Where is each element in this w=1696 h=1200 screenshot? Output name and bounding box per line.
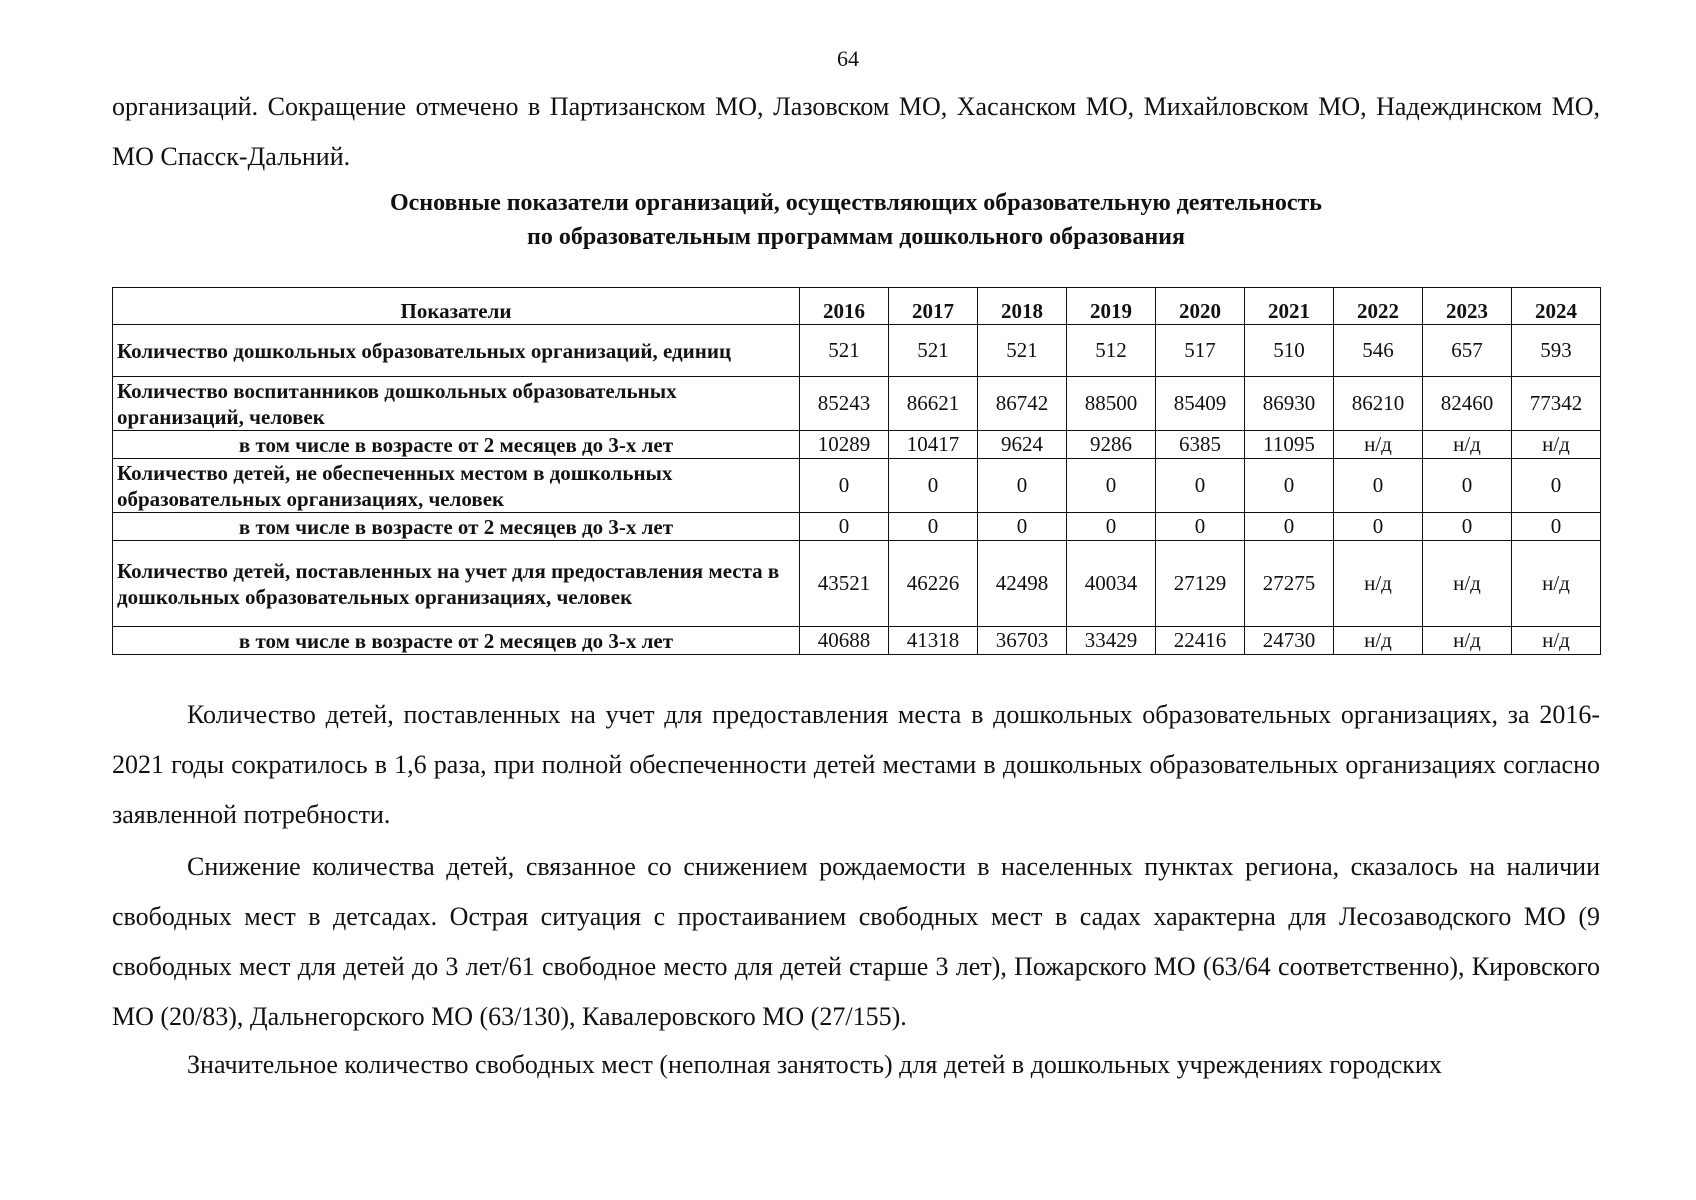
intro-paragraph: организаций. Сокращение отмечено в Партизанском МО, Лазовском МО, Хасанском МО, Михайловском МО, Надеждинском МО, МО Спасск-Дальний. [112,92,1600,171]
table-cell: 42498 [978,541,1067,627]
table-cell: 11095 [1245,431,1334,459]
table-cell: 41318 [889,627,978,655]
table-cell: 33429 [1067,627,1156,655]
page-number: 64 [837,46,859,71]
table-cell: 0 [978,459,1067,513]
table-title [112,186,1600,254]
header-indicators: Показатели [113,288,800,325]
table-cell: 88500 [1067,377,1156,431]
table-cell: 0 [1067,513,1156,541]
table-cell: 0 [978,513,1067,541]
table-cell: 0 [800,459,889,513]
table-cell: 521 [978,325,1067,377]
table-cell: 86621 [889,377,978,431]
table-cell: 85409 [1156,377,1245,431]
table-cell: 10417 [889,431,978,459]
table-cell: 0 [1423,513,1512,541]
table-cell: н/д [1423,431,1512,459]
table-cell: 46226 [889,541,978,627]
table-cell: 10289 [800,431,889,459]
table-cell: н/д [1334,627,1423,655]
table-row [113,627,1601,655]
body-paragraph: Количество детей, поставленных на учет для предоставления места в дошкольных образовательных организациях, за 2016-2021 годы сократилось в 1,6 раза, при полной обеспеченности детей местами в дошкольных образовательных организациях согласно заявленной потребности. [112,700,1600,829]
table-cell: 0 [889,513,978,541]
table-cell: н/д [1512,627,1601,655]
table-cell: 85243 [800,377,889,431]
table-cell: 24730 [1245,627,1334,655]
row-label: в том числе в возрасте от 2 месяцев до 3-х лет [113,431,800,459]
table-cell: 77342 [1512,377,1601,431]
table-cell: 86742 [978,377,1067,431]
table-cell: 43521 [800,541,889,627]
table-cell: 512 [1067,325,1156,377]
table-cell: 593 [1512,325,1601,377]
table-cell: 40688 [800,627,889,655]
table-cell: н/д [1512,541,1601,627]
table-cell: 0 [1156,459,1245,513]
header-year: 2022 [1334,288,1423,325]
header-year: 2019 [1067,288,1156,325]
table-cell: н/д [1423,541,1512,627]
table-cell: 0 [1067,459,1156,513]
table-header-row [113,288,1601,325]
header-year: 2018 [978,288,1067,325]
table-row [113,541,1601,627]
table-cell: 9624 [978,431,1067,459]
table-cell: 27129 [1156,541,1245,627]
header-year: 2020 [1156,288,1245,325]
row-label: Количество детей, не обеспеченных местом в дошкольных образовательных организациях, человек [113,459,800,513]
table-cell: 657 [1423,325,1512,377]
header-year: 2023 [1423,288,1512,325]
table-cell: 0 [1512,513,1601,541]
body-paragraph: Снижение количества детей, связанное со снижением рождаемости в населенных пунктах региона, сказалось на наличии свободных мест в детсадах. Острая ситуация с простаиванием свободных мест в садах характерна для Лесозаводского МО (9 свободных мест для детей до 3 лет/61 свободное место для детей старше 3 лет), Пожарского МО (63/64 соответственно), Кировского МО (20/83), Дальнегорского МО (63/130), Кавалеровского МО (27/155). [112,852,1600,1031]
table-row [113,513,1601,541]
table-cell: 517 [1156,325,1245,377]
row-label: в том числе в возрасте от 2 месяцев до 3-х лет [113,627,800,655]
table-cell: 0 [889,459,978,513]
table-row [113,459,1601,513]
body-paragraph: Значительное количество свободных мест (неполная занятость) для детей в дошкольных учреждениях городских [187,1050,1442,1079]
table-title-line-2: по образовательным программам дошкольного образования [527,224,1185,250]
table-cell: 22416 [1156,627,1245,655]
table-cell: 6385 [1156,431,1245,459]
table-cell: 0 [1334,513,1423,541]
row-label: Количество воспитанников дошкольных образовательных организаций, человек [113,377,800,431]
row-label: Количество детей, поставленных на учет для предоставления места в дошкольных образовательных организациях, человек [113,541,800,627]
table-cell: н/д [1512,431,1601,459]
table-row [113,325,1601,377]
header-year: 2017 [889,288,978,325]
table-cell: 0 [1156,513,1245,541]
table-cell: 86930 [1245,377,1334,431]
table-cell: 521 [889,325,978,377]
table-cell: 0 [1423,459,1512,513]
table-cell: 521 [800,325,889,377]
header-year: 2024 [1512,288,1601,325]
table-cell: 40034 [1067,541,1156,627]
table-row [113,377,1601,431]
table-cell: 86210 [1334,377,1423,431]
header-year: 2021 [1245,288,1334,325]
header-year: 2016 [800,288,889,325]
table-cell: 510 [1245,325,1334,377]
table-cell: 0 [1334,459,1423,513]
table-cell: 0 [1512,459,1601,513]
table-cell: 0 [1245,459,1334,513]
table-row [113,431,1601,459]
indicators-table [112,287,1601,655]
table-cell: 27275 [1245,541,1334,627]
table-cell: 0 [800,513,889,541]
table-cell: 0 [1245,513,1334,541]
table-cell: н/д [1334,541,1423,627]
table-cell: 36703 [978,627,1067,655]
table-cell: 546 [1334,325,1423,377]
table-cell: 82460 [1423,377,1512,431]
table-cell: 9286 [1067,431,1156,459]
row-label: в том числе в возрасте от 2 месяцев до 3-х лет [113,513,800,541]
table-cell: н/д [1334,431,1423,459]
table-cell: н/д [1423,627,1512,655]
table-title-line-1: Основные показатели организаций, осуществляющих образовательную деятельность [389,190,1322,216]
row-label: Количество дошкольных образовательных организаций, единиц [113,325,800,377]
